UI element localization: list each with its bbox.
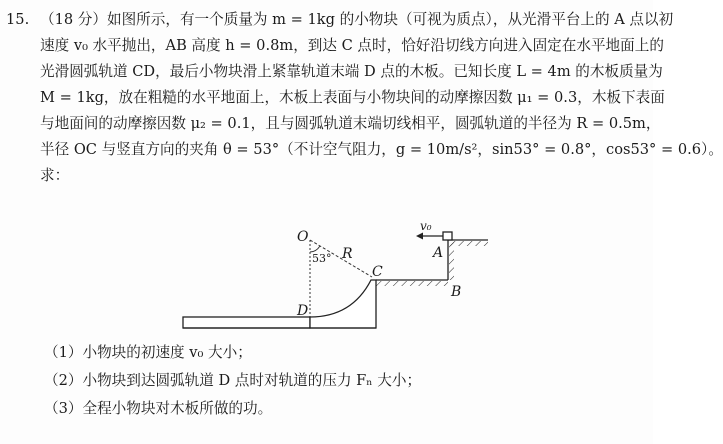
label-o: O <box>297 229 309 245</box>
label-b: B <box>451 284 462 300</box>
question-1: （1）小物块的初速度 v₀ 大小； <box>44 344 252 361</box>
arc-track <box>310 280 376 328</box>
problem-line-3: 光滑圆弧轨道 CD，最后小物块滑上紧靠轨道末端 D 点的木板。已知长度 L = 4m 的木板质量为 <box>40 63 663 80</box>
question-2: （2）小物块到达圆弧轨道 D 点时对轨道的压力 Fₙ 大小； <box>44 372 422 389</box>
question-3: （3）全程小物块对木板所做的功。 <box>44 400 273 417</box>
label-r: R <box>342 246 353 262</box>
wooden-board <box>183 317 310 328</box>
problem-line-2: 速度 v₀ 水平抛出，AB 高度 h = 0.8m，到达 C 点时，恰好沿切线方向进入固定在水平地面上的 <box>40 37 664 54</box>
label-c: C <box>372 264 383 280</box>
label-angle: 53° <box>312 252 332 265</box>
label-a: A <box>433 245 444 261</box>
label-v0: v₀ <box>420 219 432 233</box>
ground-cb-hatch <box>376 281 448 286</box>
problem-number: 15. <box>6 11 30 28</box>
problem-line-6: 半径 OC 与竖直方向的夹角 θ = 53°（不计空气阻力，g = 10m/s²，sin53° = 0.8°，cos53° = 0.6）。 <box>40 141 723 158</box>
problem-line-1: （18 分）如图所示，有一个质量为 m = 1kg 的小物块（可视为质点），从光滑平台上的 A 点以初 <box>40 11 674 28</box>
problem-line-7: 求： <box>40 167 70 184</box>
velocity-arrowhead <box>416 233 423 240</box>
problem-line-4: M = 1kg，放在粗糙的水平地面上，木板上表面与小物块间的动摩擦因数 μ₁ = 0.3，木板下表面 <box>40 89 665 106</box>
problem-line-5: 与地面间的动摩擦因数 μ₂ = 0.1，且与圆弧轨道末端切线相平，圆弧轨道的半径为 R = 0.5m， <box>40 115 661 132</box>
label-d: D <box>297 303 309 319</box>
platform-hatch <box>448 241 488 246</box>
small-block <box>443 232 452 240</box>
